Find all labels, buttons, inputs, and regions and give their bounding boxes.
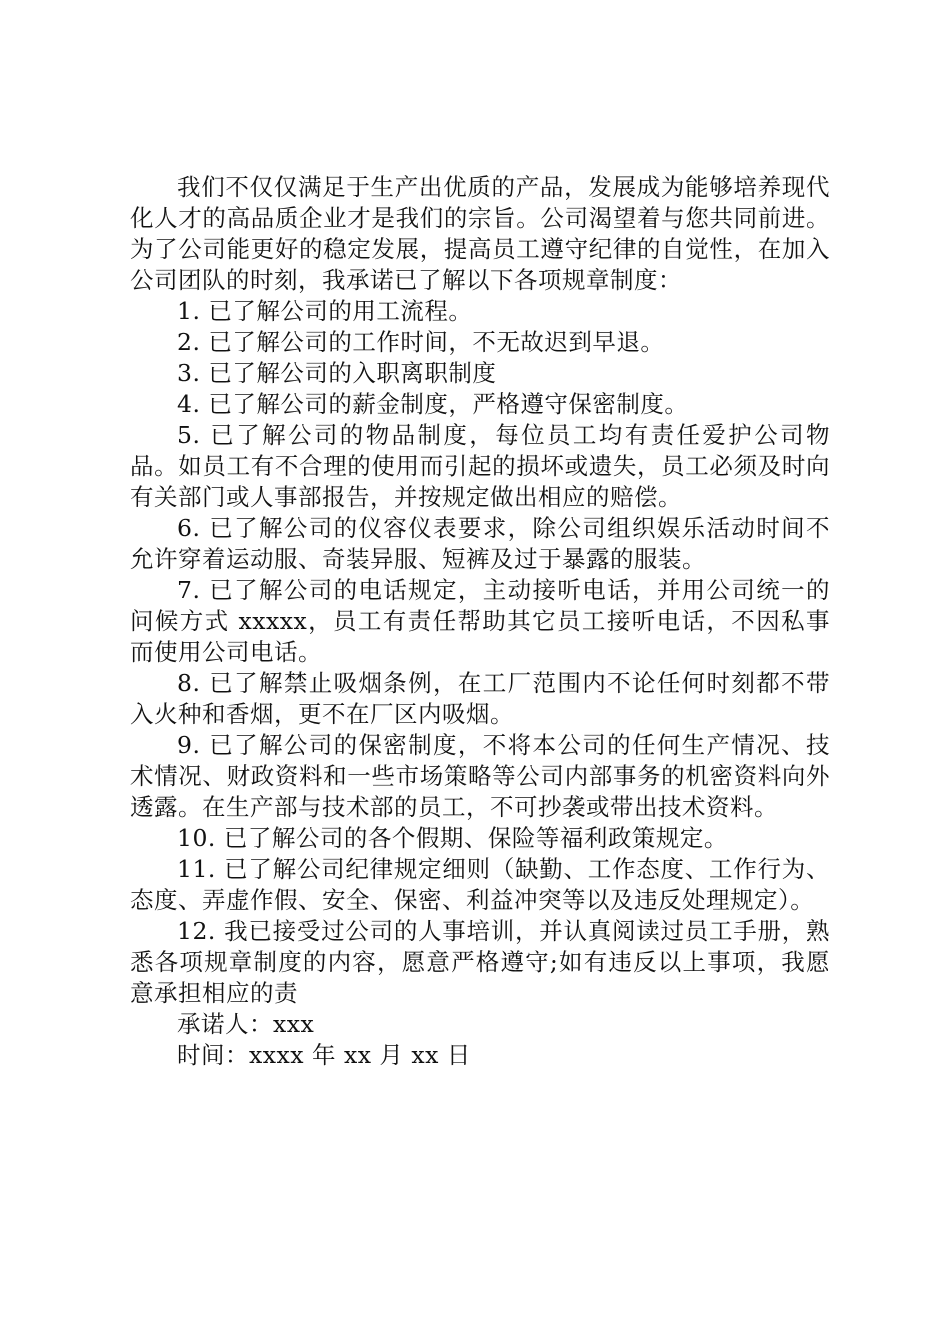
signer-line: 承诺人：xxx — [177, 1010, 315, 1038]
item-12: 12. 我已接受过公司的人事培训，并认真阅读过员工手册，熟悉各项规章制度的内容，愿意严格遵守;如有违反以上事项，我愿意承担相应的责 — [130, 917, 830, 1007]
date-line: 时间：xxxx 年 xx 月 xx 日 — [177, 1041, 471, 1069]
item-7: 7. 已了解公司的电话规定，主动接听电话，并用公司统一的问候方式 xxxxx，员工有责任帮助其它员工接听电话，不因私事而使用公司电话。 — [130, 576, 830, 666]
item-11: 11. 已了解公司纪律规定细则（缺勤、工作态度、工作行为、态度、弄虚作假、安全、保密、利益冲突等以及违反处理规定）。 — [130, 855, 830, 914]
document-body — [130, 172, 830, 1071]
item-5: 5. 已了解公司的物品制度，每位员工均有责任爱护公司物品。如员工有不合理的使用而引起的损坏或遗失，员工必须及时向有关部门或人事部报告，并按规定做出相应的赔偿。 — [130, 421, 830, 511]
item-9: 9. 已了解公司的保密制度，不将本公司的任何生产情况、技术情况、财政资料和一些市场策略等公司内部事务的机密资料向外透露。在生产部与技术部的员工，不可抄袭或带出技术资料。 — [130, 731, 830, 821]
item-3: 3. 已了解公司的入职离职制度 — [177, 359, 497, 387]
intro-paragraph: 我们不仅仅满足于生产出优质的产品，发展成为能够培养现代化人才的高品质企业才是我们的宗旨。公司渴望着与您共同前进。为了公司能更好的稳定发展，提高员工遵守纪律的自觉性，在加入公司团队的时刻，我承诺已了解以下各项规章制度： — [130, 173, 830, 294]
item-8: 8. 已了解禁止吸烟条例，在工厂范围内不论任何时刻都不带入火种和香烟，更不在厂区内吸烟。 — [130, 669, 830, 728]
item-1: 1. 已了解公司的用工流程。 — [177, 297, 473, 325]
item-10: 10. 已了解公司的各个假期、保险等福利政策规定。 — [177, 824, 728, 852]
item-6: 6. 已了解公司的仪容仪表要求，除公司组织娱乐活动时间不允许穿着运动服、奇装异服、短裤及过于暴露的服装。 — [130, 514, 830, 573]
item-4: 4. 已了解公司的薪金制度，严格遵守保密制度。 — [177, 390, 689, 418]
item-2: 2. 已了解公司的工作时间，不无故迟到早退。 — [177, 328, 665, 356]
